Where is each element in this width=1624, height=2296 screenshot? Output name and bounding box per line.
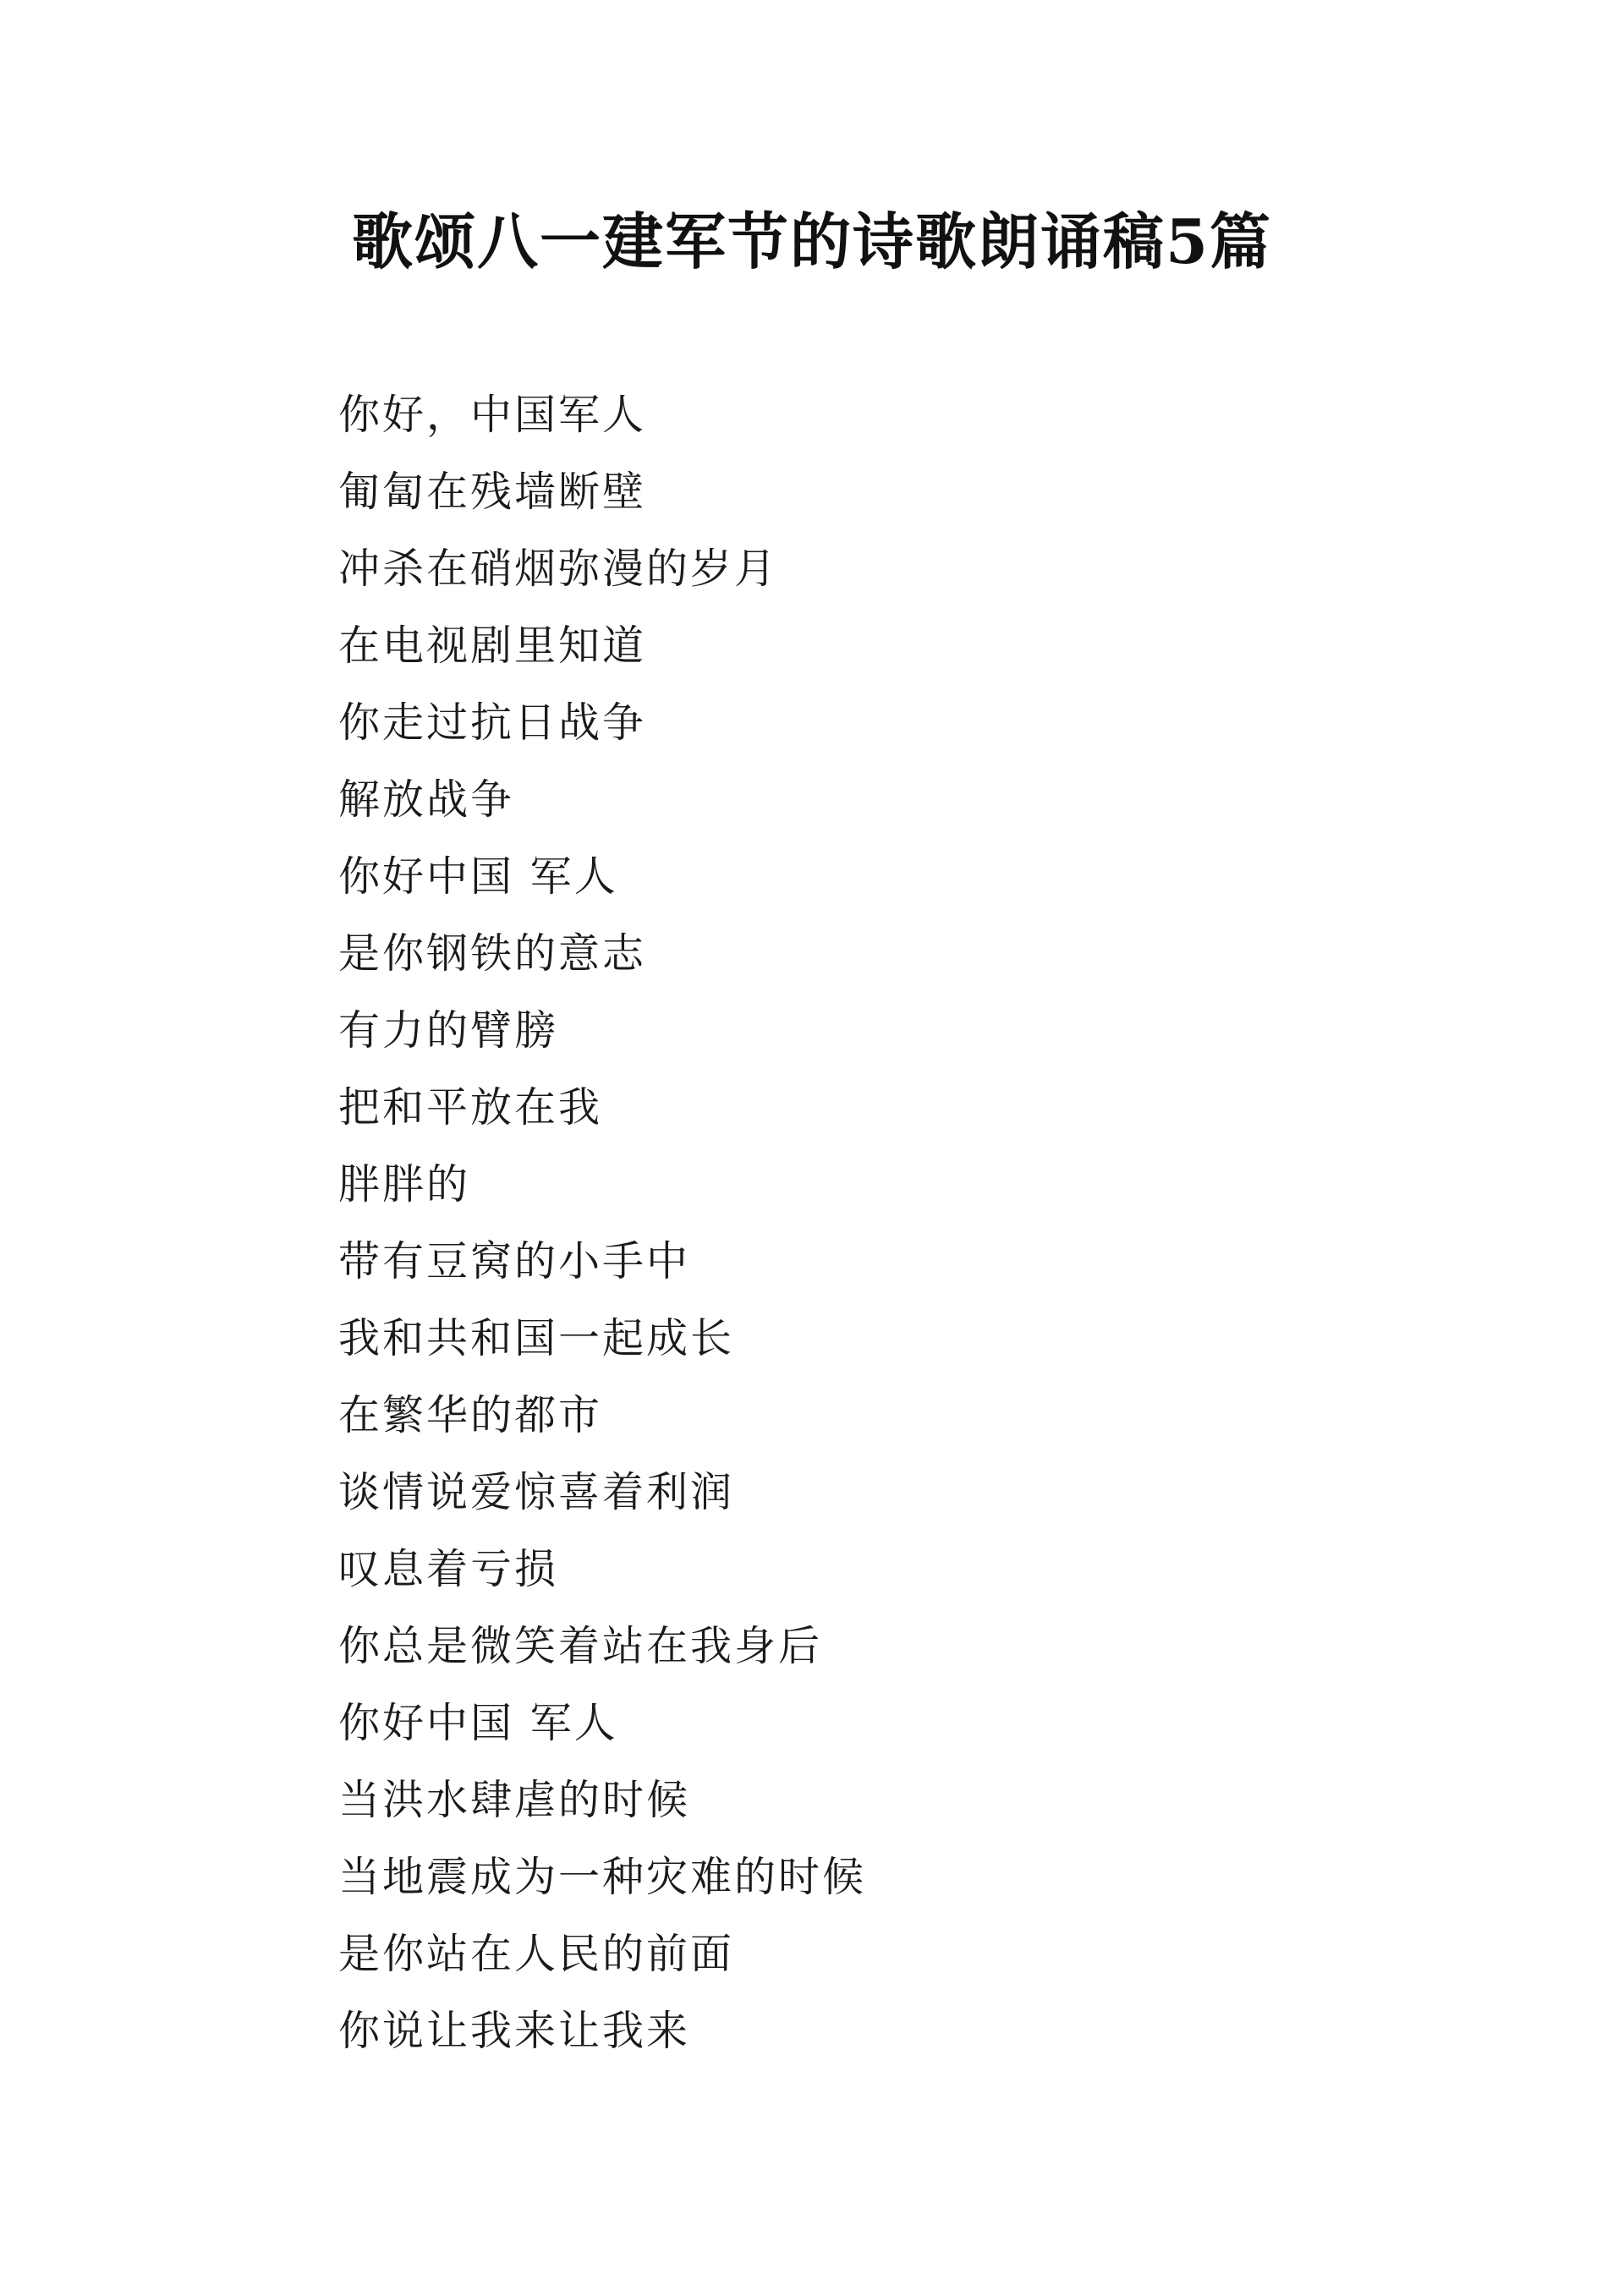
poem-line: 你好中国 军人: [338, 852, 618, 901]
poem-line: 有力的臂膀: [338, 1006, 559, 1055]
poem-line: 在繁华的都市: [338, 1391, 603, 1439]
poem-line: 是你钢铁的意志: [338, 929, 647, 978]
poem-line: 胖胖的: [338, 1160, 471, 1208]
poem-line: 带有豆窝的小手中: [338, 1237, 691, 1285]
poem-line: 你好，中国军人: [338, 391, 647, 439]
document-title: 歌颂八一建军节的诗歌朗诵稿5篇: [351, 205, 1273, 277]
poem-line: 我和共和国一起成长: [338, 1314, 735, 1362]
poem-line: 把和平放在我: [338, 1083, 603, 1132]
poem-line: 你说让我来让我来: [338, 2007, 691, 2055]
poem-line: 在电视剧里知道: [338, 622, 647, 670]
poem-line: 解放战争: [338, 775, 515, 824]
poem-line: 当洪水肆虐的时候: [338, 1776, 691, 1824]
poem-line: 是你站在人民的前面: [338, 1930, 735, 1978]
poem-line: 匍匐在残墙断壁: [338, 468, 647, 516]
poem-line: 当地震成为一种灾难的时候: [338, 1853, 867, 1901]
poem-line: 冲杀在硝烟弥漫的岁月: [338, 545, 779, 593]
poem-line: 你好中国 军人: [338, 1699, 618, 1747]
poem-line: 谈情说爱惊喜着利润: [338, 1468, 735, 1516]
poem-line: 你总是微笑着站在我身后: [338, 1622, 823, 1670]
poem-body: [338, 376, 866, 2069]
poem-line: 叹息着亏损: [338, 1545, 559, 1593]
poem-line: 你走过抗日战争: [338, 699, 647, 747]
